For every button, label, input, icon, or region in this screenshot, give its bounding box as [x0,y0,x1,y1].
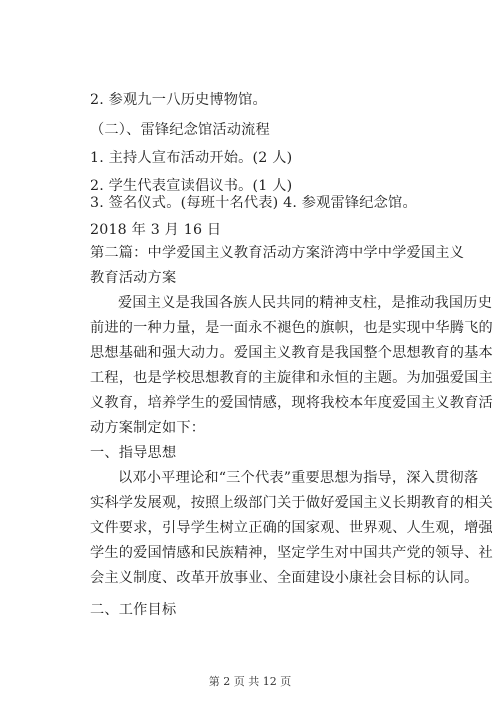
paragraph-intro-line-4: 工程，也是学校思想教育的主旋律和永恒的主题。为加强爱国主 [90,370,493,386]
list-item-host-announce: 1. 主持人宣布活动开始。(2 人) [90,150,293,166]
section-heading-work-goals: 二、工作目标 [90,602,177,618]
paragraph-guiding-line-2: 实科学发展观，按照上级部门关于做好爱国主义长期教育的相关 [90,495,493,511]
section-heading-lei-feng-flow: （二）、雷锋纪念馆活动流程 [90,122,270,138]
article-title-line-2: 教育活动方案 [90,270,177,286]
date-line: 2018 年 3 月 16 日 [90,222,222,238]
list-item-signing-and-visit: 3. 签名仪式。(每班十名代表) 4. 参观雷锋纪念馆。 [90,195,417,211]
article-title-line-1: 第二篇：中学爱国主义教育活动方案浒湾中学中学爱国主义 [90,245,465,261]
paragraph-guiding-line-1: 以邓小平理论和“三个代表”重要思想为指导，深入贯彻落 [118,470,479,486]
paragraph-intro-line-5: 义教育，培养学生的爱国情感，现将我校本年度爱国主义教育活 [90,395,493,411]
list-item-museum-visit: 2. 参观九一八历史博物馆。 [90,92,267,108]
paragraph-guiding-line-3: 文件要求，引导学生树立正确的国家观、世界观、人生观，增强 [90,520,493,536]
section-heading-guiding-thought: 一、指导思想 [90,445,177,461]
page-number-footer: 第 2 页 共 12 页 [208,675,292,688]
paragraph-guiding-line-5: 会主义制度、改革开放事业、全面建设小康社会目标的认同。 [90,570,479,586]
paragraph-guiding-line-4: 学生的爱国情感和民族精神，坚定学生对中国共产党的领导、社 [90,545,493,561]
list-item-student-read: 2. 学生代表宣读倡议书。(1 人) [90,178,293,194]
paragraph-intro-line-2: 前进的一种力量，是一面永不褪色的旗帜，也是实现中华腾飞的 [90,320,493,336]
paragraph-intro-line-3: 思想基础和强大动力。爱国主义教育是我国整个思想教育的基本 [90,345,493,361]
paragraph-intro-line-6: 动方案制定如下： [90,420,206,436]
paragraph-intro-line-1: 爱国主义是我国各族人民共同的精神支柱，是推动我国历史 [118,295,493,311]
